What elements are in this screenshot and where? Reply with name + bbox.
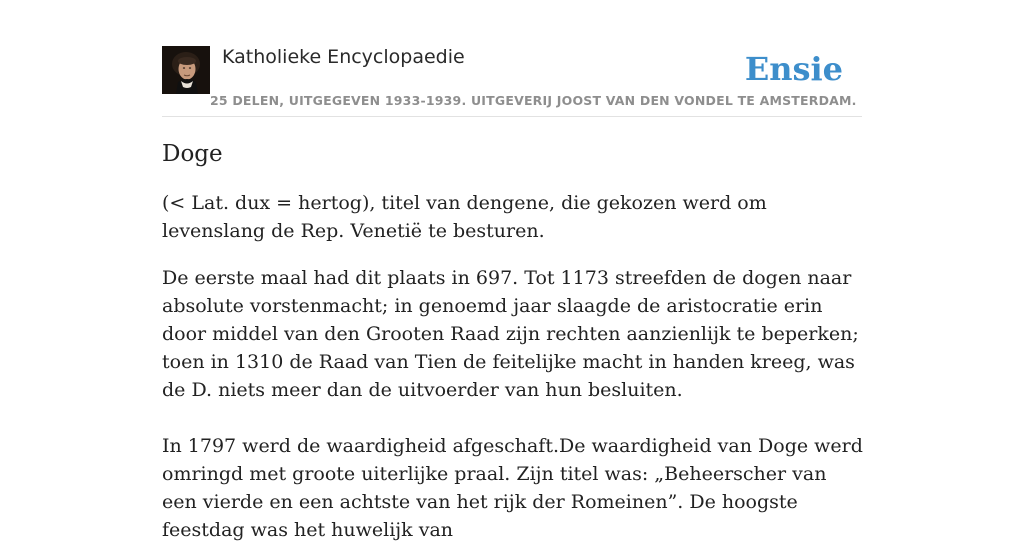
brand-logo-link[interactable]: Ensie	[744, 50, 843, 88]
article	[162, 137, 866, 544]
site-header	[162, 44, 862, 117]
site-title[interactable]: Katholieke Encyclopaedie	[222, 46, 465, 68]
article-title: Doge	[162, 141, 223, 167]
site-subtitle: 25 DELEN, UITGEGEVEN 1933-1939. UITGEVERIJ JOOST VAN DEN VONDEL TE AMSTERDAM.	[210, 93, 857, 108]
article-paragraph: In 1797 werd de waardigheid afgeschaft.De waardigheid van Doge werd omringd met groote uiterlijke praal. Zijn titel was: „Beheerscher van een vierde en een achtste van het rijk der Romeinen”. De hoogste feestdag was het huwelijk van	[162, 435, 863, 541]
article-paragraph: (< Lat. dux = hertog), titel van dengene, die gekozen werd om levenslang de Rep. Venetië te besturen.	[162, 192, 767, 242]
article-paragraph: De eerste maal had dit plaats in 697. Tot 1173 streefden de dogen naar absolute vorstenmacht; in genoemd jaar slaagde de aristocratie erin door middel van den Grooten Raad zijn rechten aanzienlijk te beperken; toen in 1310 de Raad van Tien de feitelijke macht in handen kreeg, was de D. niets meer dan de uitvoerder van hun besluiten.	[162, 267, 859, 401]
portrait-icon	[162, 46, 210, 94]
portrait-avatar[interactable]	[162, 46, 210, 94]
